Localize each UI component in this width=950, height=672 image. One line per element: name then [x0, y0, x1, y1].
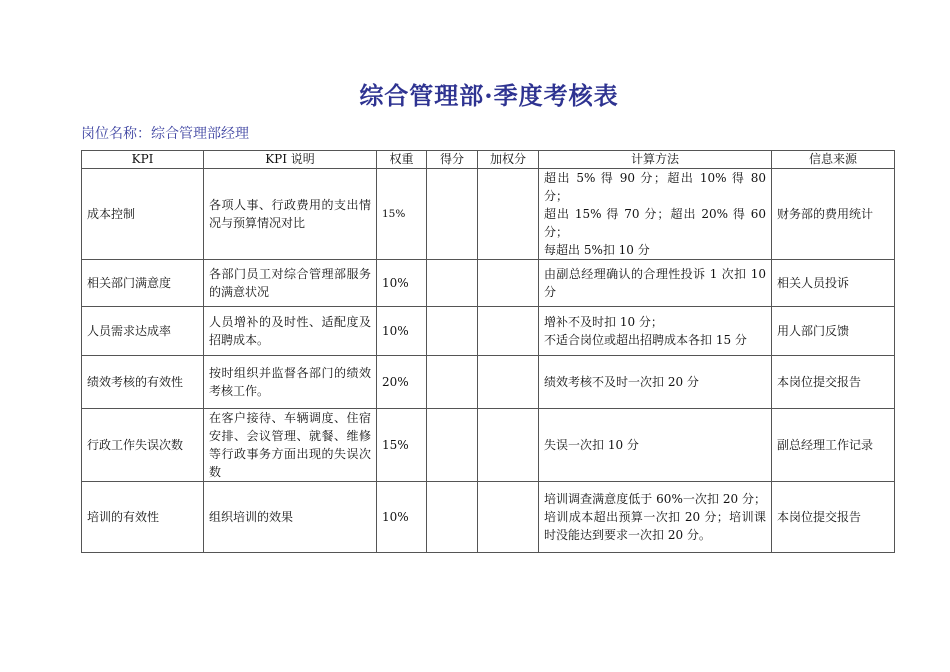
- kpi-cell: 相关部门满意度: [82, 260, 204, 307]
- weighted-score-cell: [478, 409, 539, 482]
- score-cell: [427, 307, 478, 356]
- header-weighted-score: 加权分: [478, 151, 539, 169]
- header-score: 得分: [427, 151, 478, 169]
- score-cell: [427, 482, 478, 553]
- table-row: [82, 409, 895, 482]
- kpi-desc-cell: 各项人事、行政费用的支出情况与预算情况对比: [204, 169, 377, 260]
- header-kpi-desc: KPI 说明: [204, 151, 377, 169]
- table-row: [82, 307, 895, 356]
- calculation-line: 培训调查满意度低于 60%一次扣 20 分；培训成本超出预算一次扣 20 分；培训课时没能达到要求一次扣 20 分。: [544, 492, 766, 542]
- kpi-table: [81, 150, 895, 553]
- calculation-line: 超出 5% 得 90 分；超出 10% 得 80 分；: [544, 171, 766, 203]
- table-row: [82, 482, 895, 553]
- header-source: 信息来源: [772, 151, 895, 169]
- score-cell: [427, 169, 478, 260]
- header-kpi: KPI: [82, 151, 204, 169]
- calculation-cell: [539, 307, 772, 356]
- weighted-score-cell: [478, 169, 539, 260]
- weight-cell: 10%: [377, 307, 427, 356]
- calculation-cell: [539, 356, 772, 409]
- weight-cell: 20%: [377, 356, 427, 409]
- kpi-cell: 绩效考核的有效性: [82, 356, 204, 409]
- score-cell: [427, 260, 478, 307]
- calculation-cell: [539, 169, 772, 260]
- kpi-desc-cell: 各部门员工对综合管理部服务的满意状况: [204, 260, 377, 307]
- table-row: [82, 169, 895, 260]
- weight-cell: 10%: [377, 260, 427, 307]
- kpi-cell: 行政工作失误次数: [82, 409, 204, 482]
- weighted-score-cell: [478, 482, 539, 553]
- calculation-cell: [539, 260, 772, 307]
- position-name: 岗位名称：综合管理部经理: [81, 126, 249, 142]
- header-weight: 权重: [377, 151, 427, 169]
- weight-cell: 10%: [377, 482, 427, 553]
- kpi-cell: 培训的有效性: [82, 482, 204, 553]
- source-cell: 副总经理工作记录: [772, 409, 895, 482]
- kpi-desc-cell: 在客户接待、车辆调度、住宿安排、会议管理、就餐、维修等行政事务方面出现的失误次数: [204, 409, 377, 482]
- header-calculation: 计算方法: [539, 151, 772, 169]
- table-header-row: [82, 151, 895, 169]
- source-cell: 财务部的费用统计: [772, 169, 895, 260]
- table-row: [82, 356, 895, 409]
- calculation-cell: [539, 409, 772, 482]
- calculation-line: 增补不及时扣 10 分；: [544, 315, 663, 329]
- kpi-cell: 人员需求达成率: [82, 307, 204, 356]
- weighted-score-cell: [478, 260, 539, 307]
- table-row: [82, 260, 895, 307]
- source-cell: 相关人员投诉: [772, 260, 895, 307]
- kpi-desc-cell: 按时组织并监督各部门的绩效考核工作。: [204, 356, 377, 409]
- source-cell: 本岗位提交报告: [772, 482, 895, 553]
- calculation-line: 不适合岗位或超出招聘成本各扣 15 分: [544, 333, 747, 347]
- calculation-line: 超出 15% 得 70 分；超出 20% 得 60 分；: [544, 207, 766, 239]
- source-cell: 用人部门反馈: [772, 307, 895, 356]
- score-cell: [427, 356, 478, 409]
- calculation-line: 每超出 5%扣 10 分: [544, 243, 650, 257]
- kpi-cell: 成本控制: [82, 169, 204, 260]
- weight-cell: 15%: [377, 169, 427, 260]
- score-cell: [427, 409, 478, 482]
- kpi-desc-cell: 人员增补的及时性、适配度及招聘成本。: [204, 307, 377, 356]
- calculation-line: 失误一次扣 10 分: [544, 438, 639, 452]
- kpi-desc-cell: 组织培训的效果: [204, 482, 377, 553]
- weighted-score-cell: [478, 356, 539, 409]
- document-title: 综合管理部·季度考核表: [359, 81, 619, 110]
- calculation-line: 绩效考核不及时一次扣 20 分: [544, 375, 699, 389]
- weight-cell: 15%: [377, 409, 427, 482]
- weighted-score-cell: [478, 307, 539, 356]
- calculation-cell: [539, 482, 772, 553]
- calculation-line: 由副总经理确认的合理性投诉 1 次扣 10 分: [544, 267, 766, 299]
- source-cell: 本岗位提交报告: [772, 356, 895, 409]
